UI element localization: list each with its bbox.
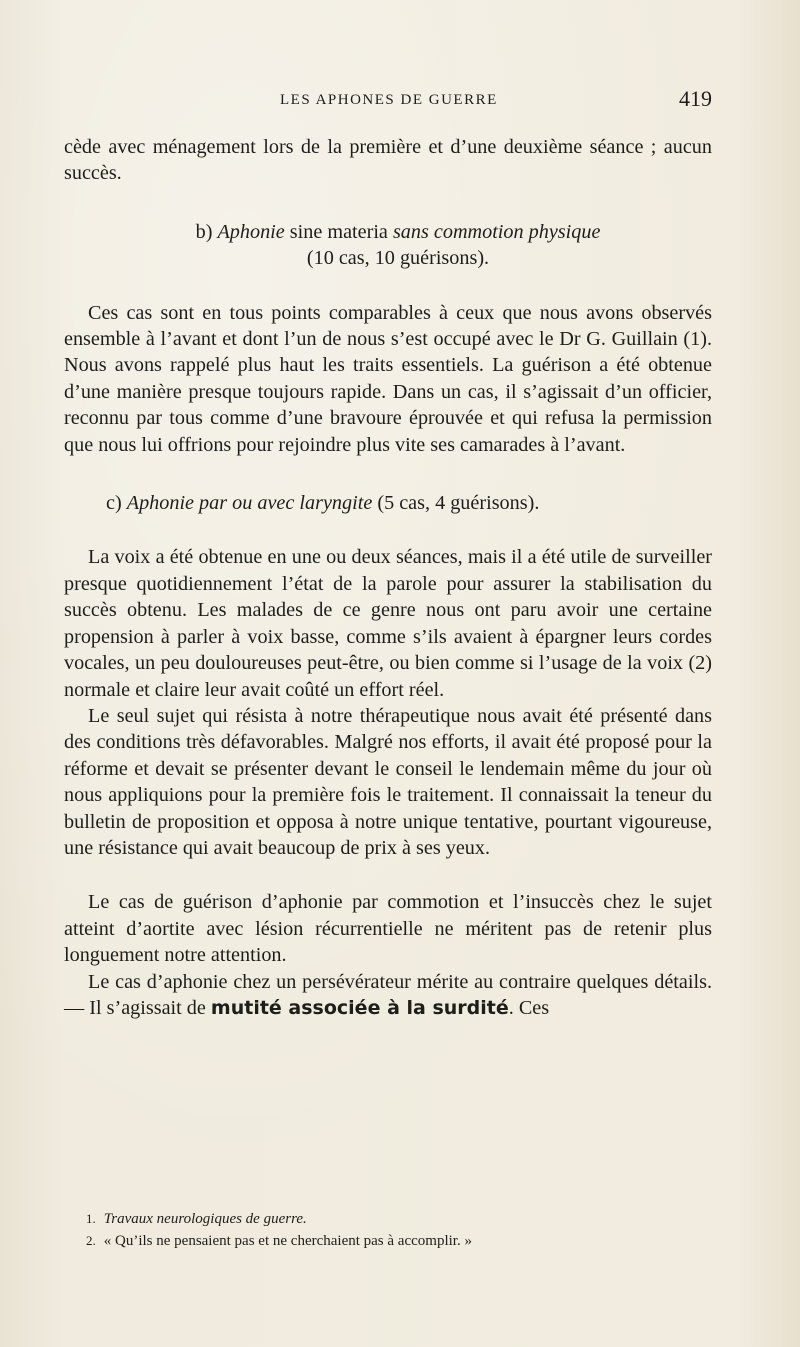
paragraph-resistant-subject: Le seul sujet qui résista à notre thérapeutique nous avait été présenté dans des conditions très défavorables. Malgré nos efforts, il avait été proposé pour la réforme et devait se présenter devant le conseil le lendemain même du jour où nous appliquions pour la première fois le traitement. Il connaissait la teneur du bulletin de proposition et opposa à notre unique tentative, pourtant vigoureuse, une résistance qui avait beaucoup de prix à ses yeux. [64, 704, 712, 859]
heading-b-count: (10 cas, 10 guérisons). [306, 247, 490, 270]
page-body [64, 134, 712, 1021]
paragraph-comparable-cases: Ces cas sont en tous points comparables à ceux que nous avons observés ensemble à l’avant et dont l’un de nous s’est occupé avec le Dr G. Guillain (1). Nous avons rappelé plus haut les traits essentiels. La guérison a été obtenue d’une manière presque toujours rapide. Dans un cas, il s’agissait d’un officier, reconnu par tous comme d’une bravoure éprouvée et qui refusa la permission que nous lui offrions pour rejoindre plus vite ses camarades à l’avant. [64, 301, 712, 456]
running-head: LES APHONES DE GUERRE [280, 92, 498, 108]
footnote-1-number: 1. [86, 1211, 96, 1226]
footnote-2-text: « Qu’ils ne pensaient pas et ne cherchaient pas à accomplir. » [103, 1233, 472, 1249]
page-number: 419 [679, 86, 712, 111]
heading-b-italic1: Aphonie [217, 220, 285, 243]
section-heading-c [64, 490, 712, 516]
page-header [62, 86, 712, 120]
paragraph-continuation: cède avec ménagement lors de la première et d’une deuxième séance ; aucun succès. [64, 136, 712, 185]
heading-b-middle: sine materia [284, 220, 393, 243]
perseverator-bold-phrase: mutité associée à la surdité [210, 996, 509, 1019]
heading-c-prefix: c) [106, 492, 127, 515]
paragraph-perseverator [64, 969, 712, 1022]
paragraph-commotion-case: Le cas de guérison d’aphonie par commotion et l’insuccès chez le sujet atteint d’aortite avec lésion récurrentielle ne méritent pas de retenir plus longuement notre attention. [64, 891, 712, 967]
perseverator-text-before: Le cas d’aphonie chez un persévérateur mérite au contraire quelques détails. — Il s’agissait de [64, 970, 712, 1019]
perseverator-text-after: . Ces [508, 996, 550, 1019]
footnote-1 [86, 1208, 720, 1230]
footnote-1-text: Travaux neurologiques de guerre. [103, 1211, 307, 1227]
heading-b-italic2: sans commotion physique [392, 220, 601, 243]
heading-b-prefix: b) [195, 220, 218, 243]
footnote-2 [86, 1230, 720, 1252]
heading-c-italic: Aphonie par ou avec laryngite [126, 492, 373, 515]
footnote-2-number: 2. [86, 1233, 96, 1248]
paragraph-laryngitis: La voix a été obtenue en une ou deux séances, mais il a été utile de surveiller presque quotidiennement l’état de la parole pour assurer la stabilisation du succès obtenu. Les malades de ce genre nous ont paru avoir une certaine propension à parler à voix basse, comme s’ils avaient à épargner leurs cordes vocales, un peu douloureuses peut-être, ou bien comme si l’usage de la voix (2) normale et claire leur avait coûté un effort réel. [64, 546, 712, 701]
footnotes [86, 1208, 720, 1252]
heading-c-suffix: (5 cas, 4 guérisons). [372, 492, 540, 515]
section-heading-b [64, 219, 712, 272]
